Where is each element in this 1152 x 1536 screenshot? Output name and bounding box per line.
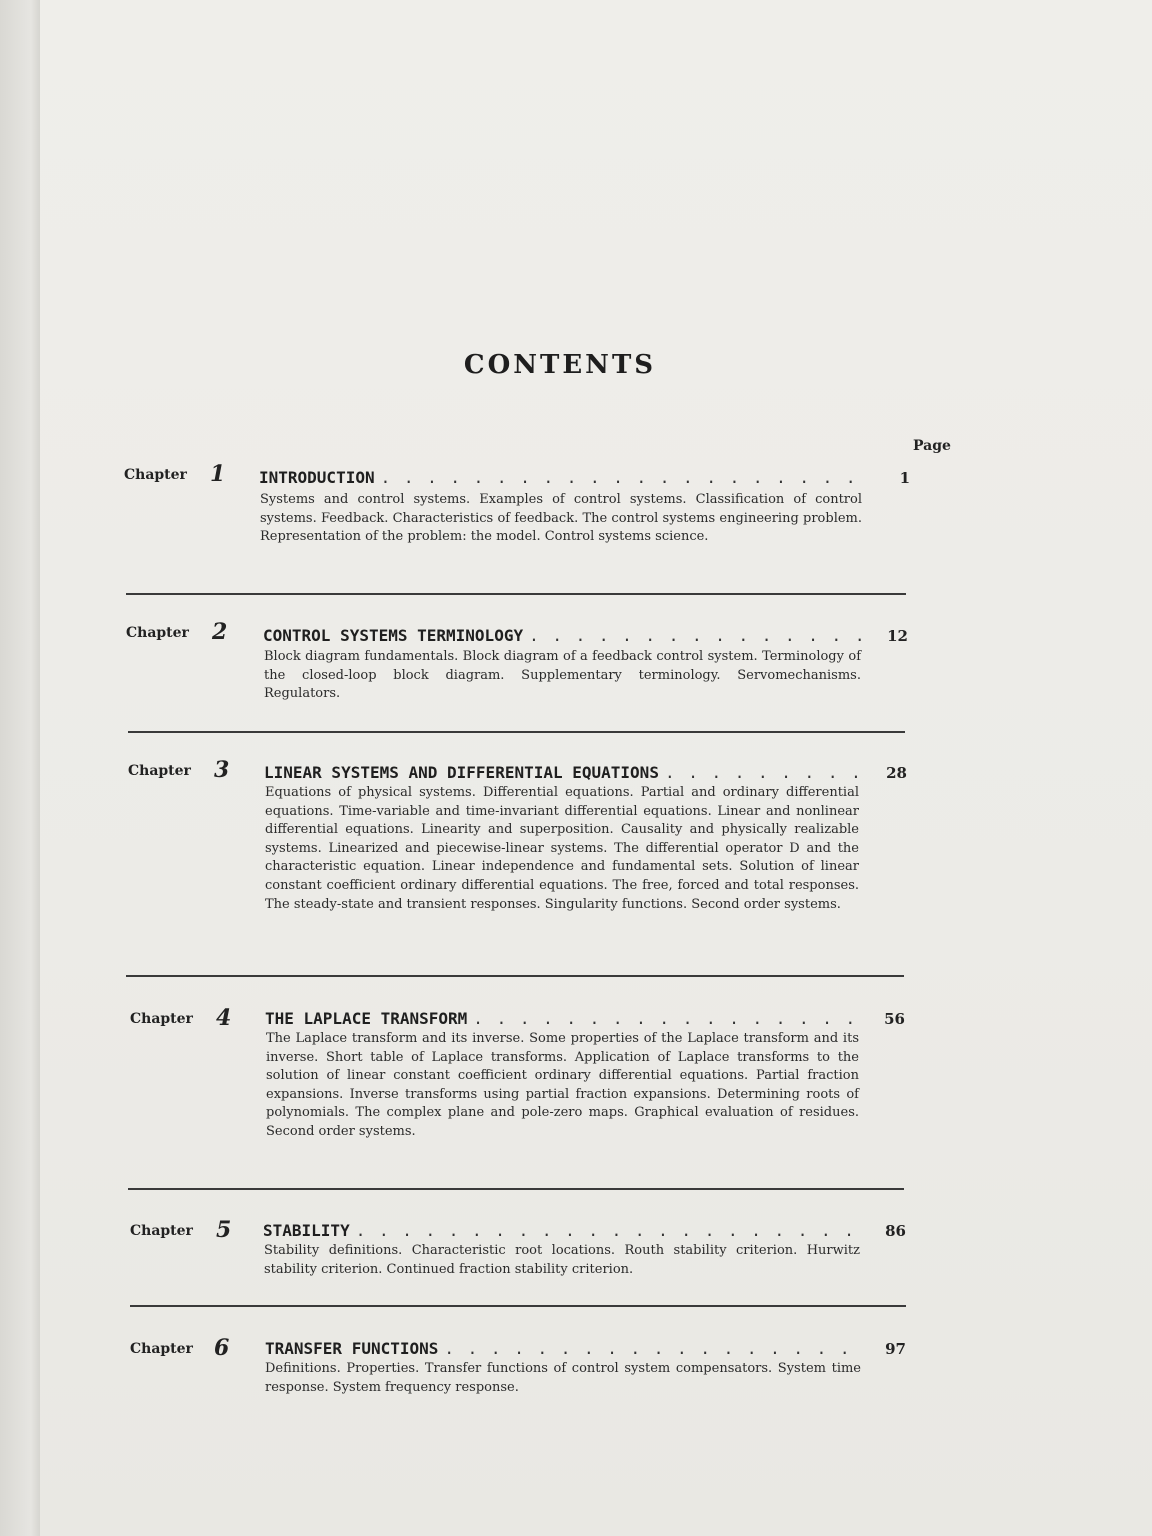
divider-rule [130, 1305, 906, 1307]
chapter-description: The Laplace transform and its inverse. Some properties of the Laplace transform and its inverse. Short table of Laplace transforms. Application of Laplace transforms to the solution of linear constant coefficient ordinary differential equations. Partial fraction expansions. Inverse transforms using partial fraction expansions. Determining roots of polynomials. The complex plane and pole-zero maps. Graphical evaluation of residues. Second order systems. [266, 1031, 859, 1139]
chapter-heading [263, 1221, 858, 1240]
chapter-heading [263, 626, 861, 645]
chapter-title: INTRODUCTION [259, 468, 375, 487]
chapter-label: Chapter [130, 1011, 193, 1027]
chapter-page-number: 56 [884, 1010, 905, 1028]
leader-dots [444, 1339, 860, 1358]
divider-rule [126, 593, 906, 595]
chapter-description: Equations of physical systems. Differential equations. Partial and ordinary differential equations. Time-variable and time-invariant differential equations. Linear and nonlinear differential equations. Linearity and superposition. Causality and physically realizable systems. Linearized and piecewise-linear systems. The differential operator D and the characteristic equation. Linear independence and fundamental sets. Solution of linear constant coefficient ordinary differential equations. The free, forced and total responses. The steady-state and transient responses. Singularity functions. Second order systems. [265, 785, 859, 912]
chapter-description: Stability definitions. Characteristic root locations. Routh stability criterion. Hurwitz stability criterion. Continued fraction stability criterion. [264, 1243, 860, 1277]
divider-rule [128, 1188, 904, 1190]
leader-dots [356, 1221, 858, 1240]
leader-dots [665, 763, 860, 782]
chapter-number: 5 [216, 1217, 232, 1243]
contents-page [40, 0, 1152, 1536]
leader-dots [529, 626, 861, 645]
chapter-number: 4 [216, 1005, 232, 1031]
chapter-title: TRANSFER FUNCTIONS [265, 1339, 439, 1358]
chapter-number: 6 [214, 1335, 230, 1361]
chapter-page-number: 86 [885, 1222, 906, 1240]
chapter-page-number: 28 [886, 764, 907, 782]
facing-page-edge [0, 0, 44, 1536]
chapter-number: 3 [214, 757, 230, 783]
chapter-label: Chapter [130, 1341, 193, 1357]
chapter-heading [259, 468, 859, 487]
leader-dots [381, 468, 859, 487]
chapter-description: Definitions. Properties. Transfer functions of control system compensators. System time response. System frequency response. [265, 1361, 861, 1395]
divider-rule [128, 731, 905, 733]
chapter-label: Chapter [130, 1223, 193, 1239]
chapter-number: 2 [212, 619, 228, 645]
chapter-label: Chapter [124, 467, 187, 483]
chapter-heading [264, 763, 860, 782]
chapter-description: Systems and control systems. Examples of control systems. Classification of control systems. Feedback. Characteristics of feedback. The control systems engineering problem. Representation of the problem: the model. Control systems science. [260, 492, 862, 545]
chapter-label: Chapter [128, 763, 191, 779]
chapter-page-number: 12 [887, 627, 908, 645]
chapter-label: Chapter [126, 625, 189, 641]
chapter-title: CONTROL SYSTEMS TERMINOLOGY [263, 626, 524, 645]
leader-dots [473, 1009, 860, 1028]
chapter-description: Block diagram fundamentals. Block diagram of a feedback control system. Terminology of the closed-loop block diagram. Supplementary terminology. Servomechanisms. Regulators. [264, 649, 861, 702]
chapter-title: LINEAR SYSTEMS AND DIFFERENTIAL EQUATIONS [264, 763, 659, 782]
chapter-heading [265, 1009, 860, 1028]
page-column-label: Page [913, 438, 951, 454]
chapter-page-number: 1 [899, 469, 910, 487]
page-title: CONTENTS [463, 350, 657, 380]
chapter-title: STABILITY [263, 1221, 350, 1240]
chapter-number: 1 [210, 461, 226, 487]
chapter-heading [265, 1339, 860, 1358]
divider-rule [126, 975, 904, 977]
chapter-title: THE LAPLACE TRANSFORM [265, 1009, 468, 1028]
chapter-page-number: 97 [885, 1340, 906, 1358]
